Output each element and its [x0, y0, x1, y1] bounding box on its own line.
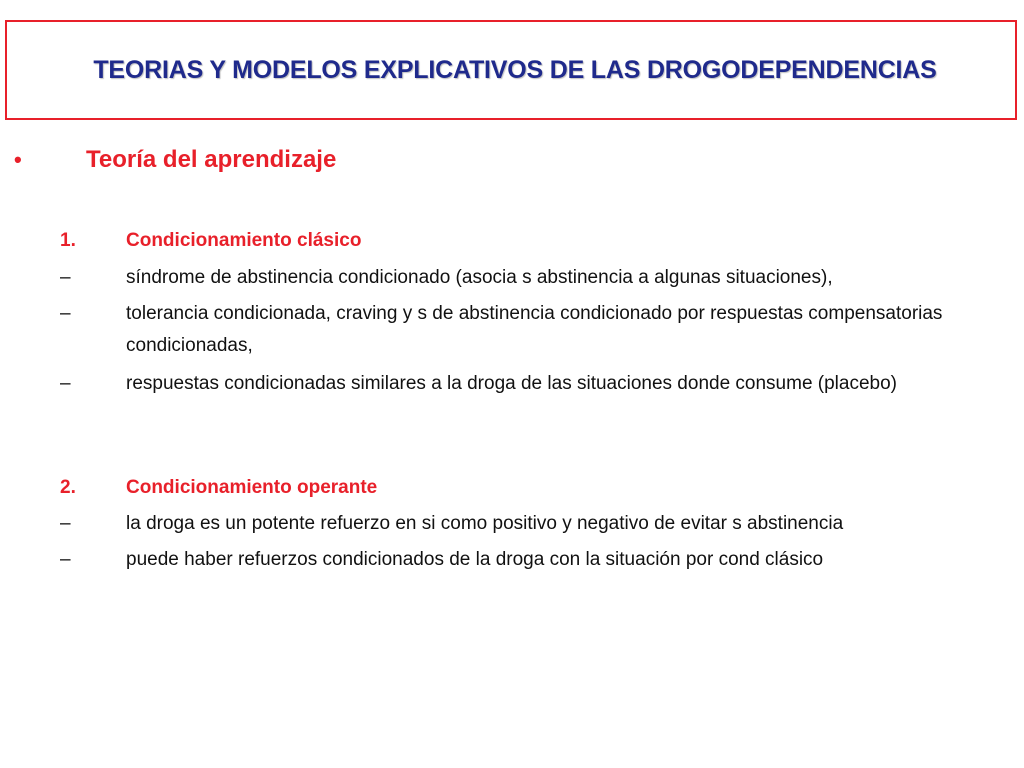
- section-1-number: 1.: [60, 230, 76, 251]
- item-text: la droga es un potente refuerzo en si como positivo y negativo de evitar s abstinencia: [126, 513, 844, 534]
- item-text: puede haber refuerzos condicionados de la droga con la situación por cond clásico: [126, 549, 824, 570]
- dash-marker: –: [60, 549, 71, 570]
- list-item: [60, 298, 1010, 362]
- dash-marker: –: [60, 373, 71, 394]
- item-text: respuestas condicionadas similares a la droga de las situaciones donde consume (placebo): [126, 373, 898, 394]
- dash-marker: –: [60, 303, 71, 324]
- topic-title: Teoría del aprendizaje: [86, 146, 337, 173]
- list-item: [60, 544, 1010, 576]
- item-text: tolerancia condicionada, craving y s de abstinencia condicionado por respuestas compensatorias condicionadas,: [126, 303, 943, 356]
- section-2-heading: [60, 472, 1010, 504]
- title-box: [5, 20, 1017, 120]
- topic-bullet: •: [14, 147, 22, 172]
- dash-marker: –: [60, 513, 71, 534]
- list-item: [60, 368, 1010, 400]
- item-text: síndrome de abstinencia condicionado (asocia s abstinencia a algunas situaciones),: [126, 267, 833, 288]
- dash-marker: –: [60, 267, 71, 288]
- topic-line: [14, 146, 336, 174]
- section-2-title: Condicionamiento operante: [126, 477, 378, 498]
- section-1-heading: [60, 225, 1010, 257]
- list-item: [60, 262, 1010, 294]
- slide-title: TEORIAS Y MODELOS EXPLICATIVOS DE LAS DROGODEPENDENCIAS: [93, 55, 937, 84]
- section-1-title: Condicionamiento clásico: [126, 230, 362, 251]
- section-2-number: 2.: [60, 477, 76, 498]
- list-item: [60, 508, 1010, 540]
